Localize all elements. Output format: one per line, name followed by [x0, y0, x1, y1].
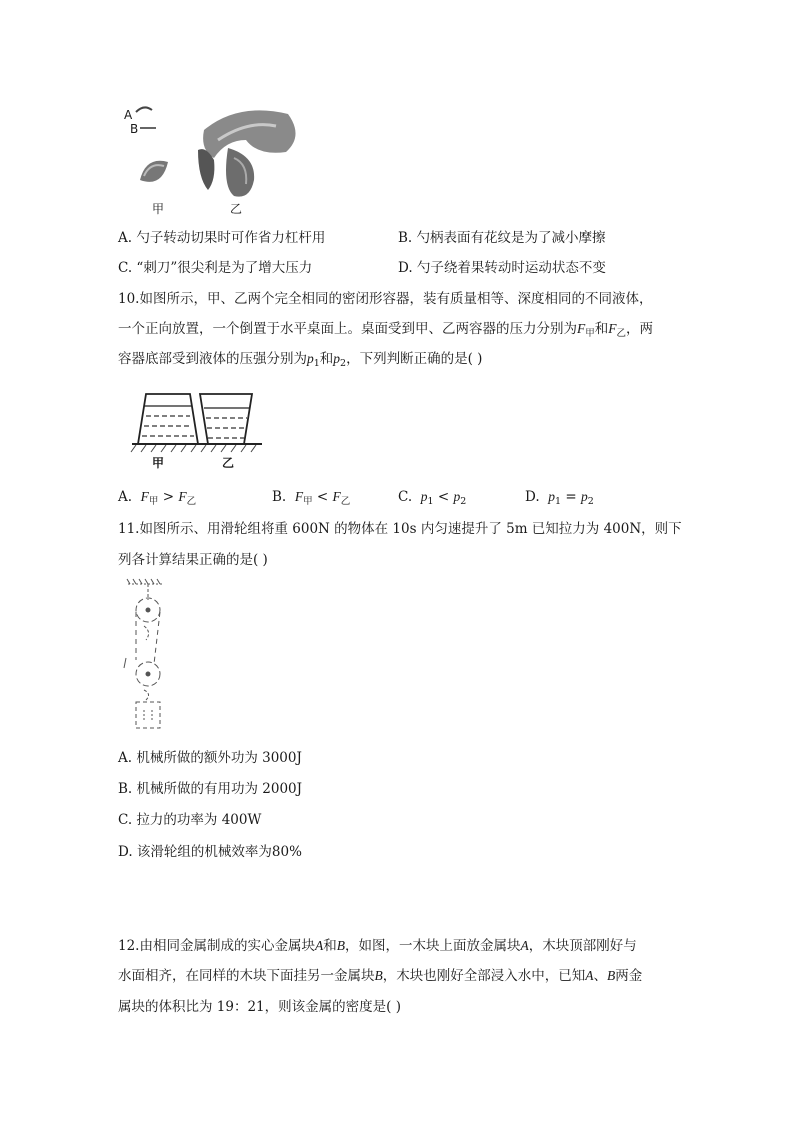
q10-option-a: A. $F_甲 > F_乙$	[118, 489, 197, 507]
q12-stem-line2: 水面相齐，在同样的木块下面挂另一金属块B，木块也刚好全部浸入水中，已知A、B两金	[118, 968, 643, 984]
q10-label-jia: 甲	[152, 456, 165, 470]
q9-option-d: D. 勺子绕着果转动时运动状态不变	[398, 260, 606, 276]
q9-label-b: B	[130, 122, 139, 136]
q10-containers-illustration	[128, 386, 268, 456]
q9-option-b: B. 勺柄表面有花纹是为了减小摩擦	[398, 230, 606, 246]
q10-option-c: C. $p_1 < p_2$	[398, 489, 467, 507]
q10-stem-line3: 容器底部受到液体的压强分别为$p_1$和$p_2$，下列判断正确的是( )	[118, 351, 483, 369]
q9-label-yi: 乙	[230, 202, 243, 216]
q9-option-c: C. “刺刀”很尖利是为了增大压力	[118, 260, 313, 276]
q10-option-b: B. $F_甲 < F_乙$	[272, 489, 351, 507]
q11-pulley-figure	[118, 576, 174, 736]
q9-label-jia: 甲	[152, 202, 165, 216]
q11-option-b: B. 机械所做的有用功为 2000J	[118, 781, 303, 797]
q11-option-a: A. 机械所做的额外功为 3000J	[118, 750, 302, 766]
q10-option-d: D. $p_1 = p_2$	[525, 489, 594, 507]
q11-option-d: D. 该滑轮组的机械效率为80%	[118, 844, 302, 860]
q10-stem-line1: 10.如图所示，甲、乙两个完全相同的密闭形容器，装有质量相等、深度相同的不同液体，	[118, 291, 653, 307]
q11-option-c: C. 拉力的功率为 400W	[118, 812, 262, 828]
q9-option-a: A. 勺子转动切果时可作省力杠杆用	[118, 230, 326, 246]
q9-figure	[118, 100, 308, 220]
q10-label-yi: 乙	[222, 456, 235, 470]
q10-stem-line2: 一个正向放置，一个倒置于水平桌面上。桌面受到甲、乙两容器的压力分别为$F_甲$和$F_乙$，两	[118, 321, 654, 339]
q10-figure	[128, 386, 268, 474]
q11-pulley-illustration	[118, 576, 174, 736]
q11-stem-line1: 11.如图所示、用滑轮组将重 600N 的物体在 10s 内匀速提升了 5m 已知拉力为 400N，则下	[118, 521, 682, 537]
q9-label-a: A	[124, 108, 133, 122]
q9-spoon-illustration	[118, 100, 308, 200]
q11-stem-line2: 列各计算结果正确的是( )	[118, 552, 268, 568]
q12-stem-line1: 12.由相同金属制成的实心金属块A和B，如图，一木块上面放金属块A，木块顶部刚好与	[118, 938, 637, 954]
q12-stem-line3: 属块的体积比为 19：21，则该金属的密度是( )	[118, 999, 401, 1015]
